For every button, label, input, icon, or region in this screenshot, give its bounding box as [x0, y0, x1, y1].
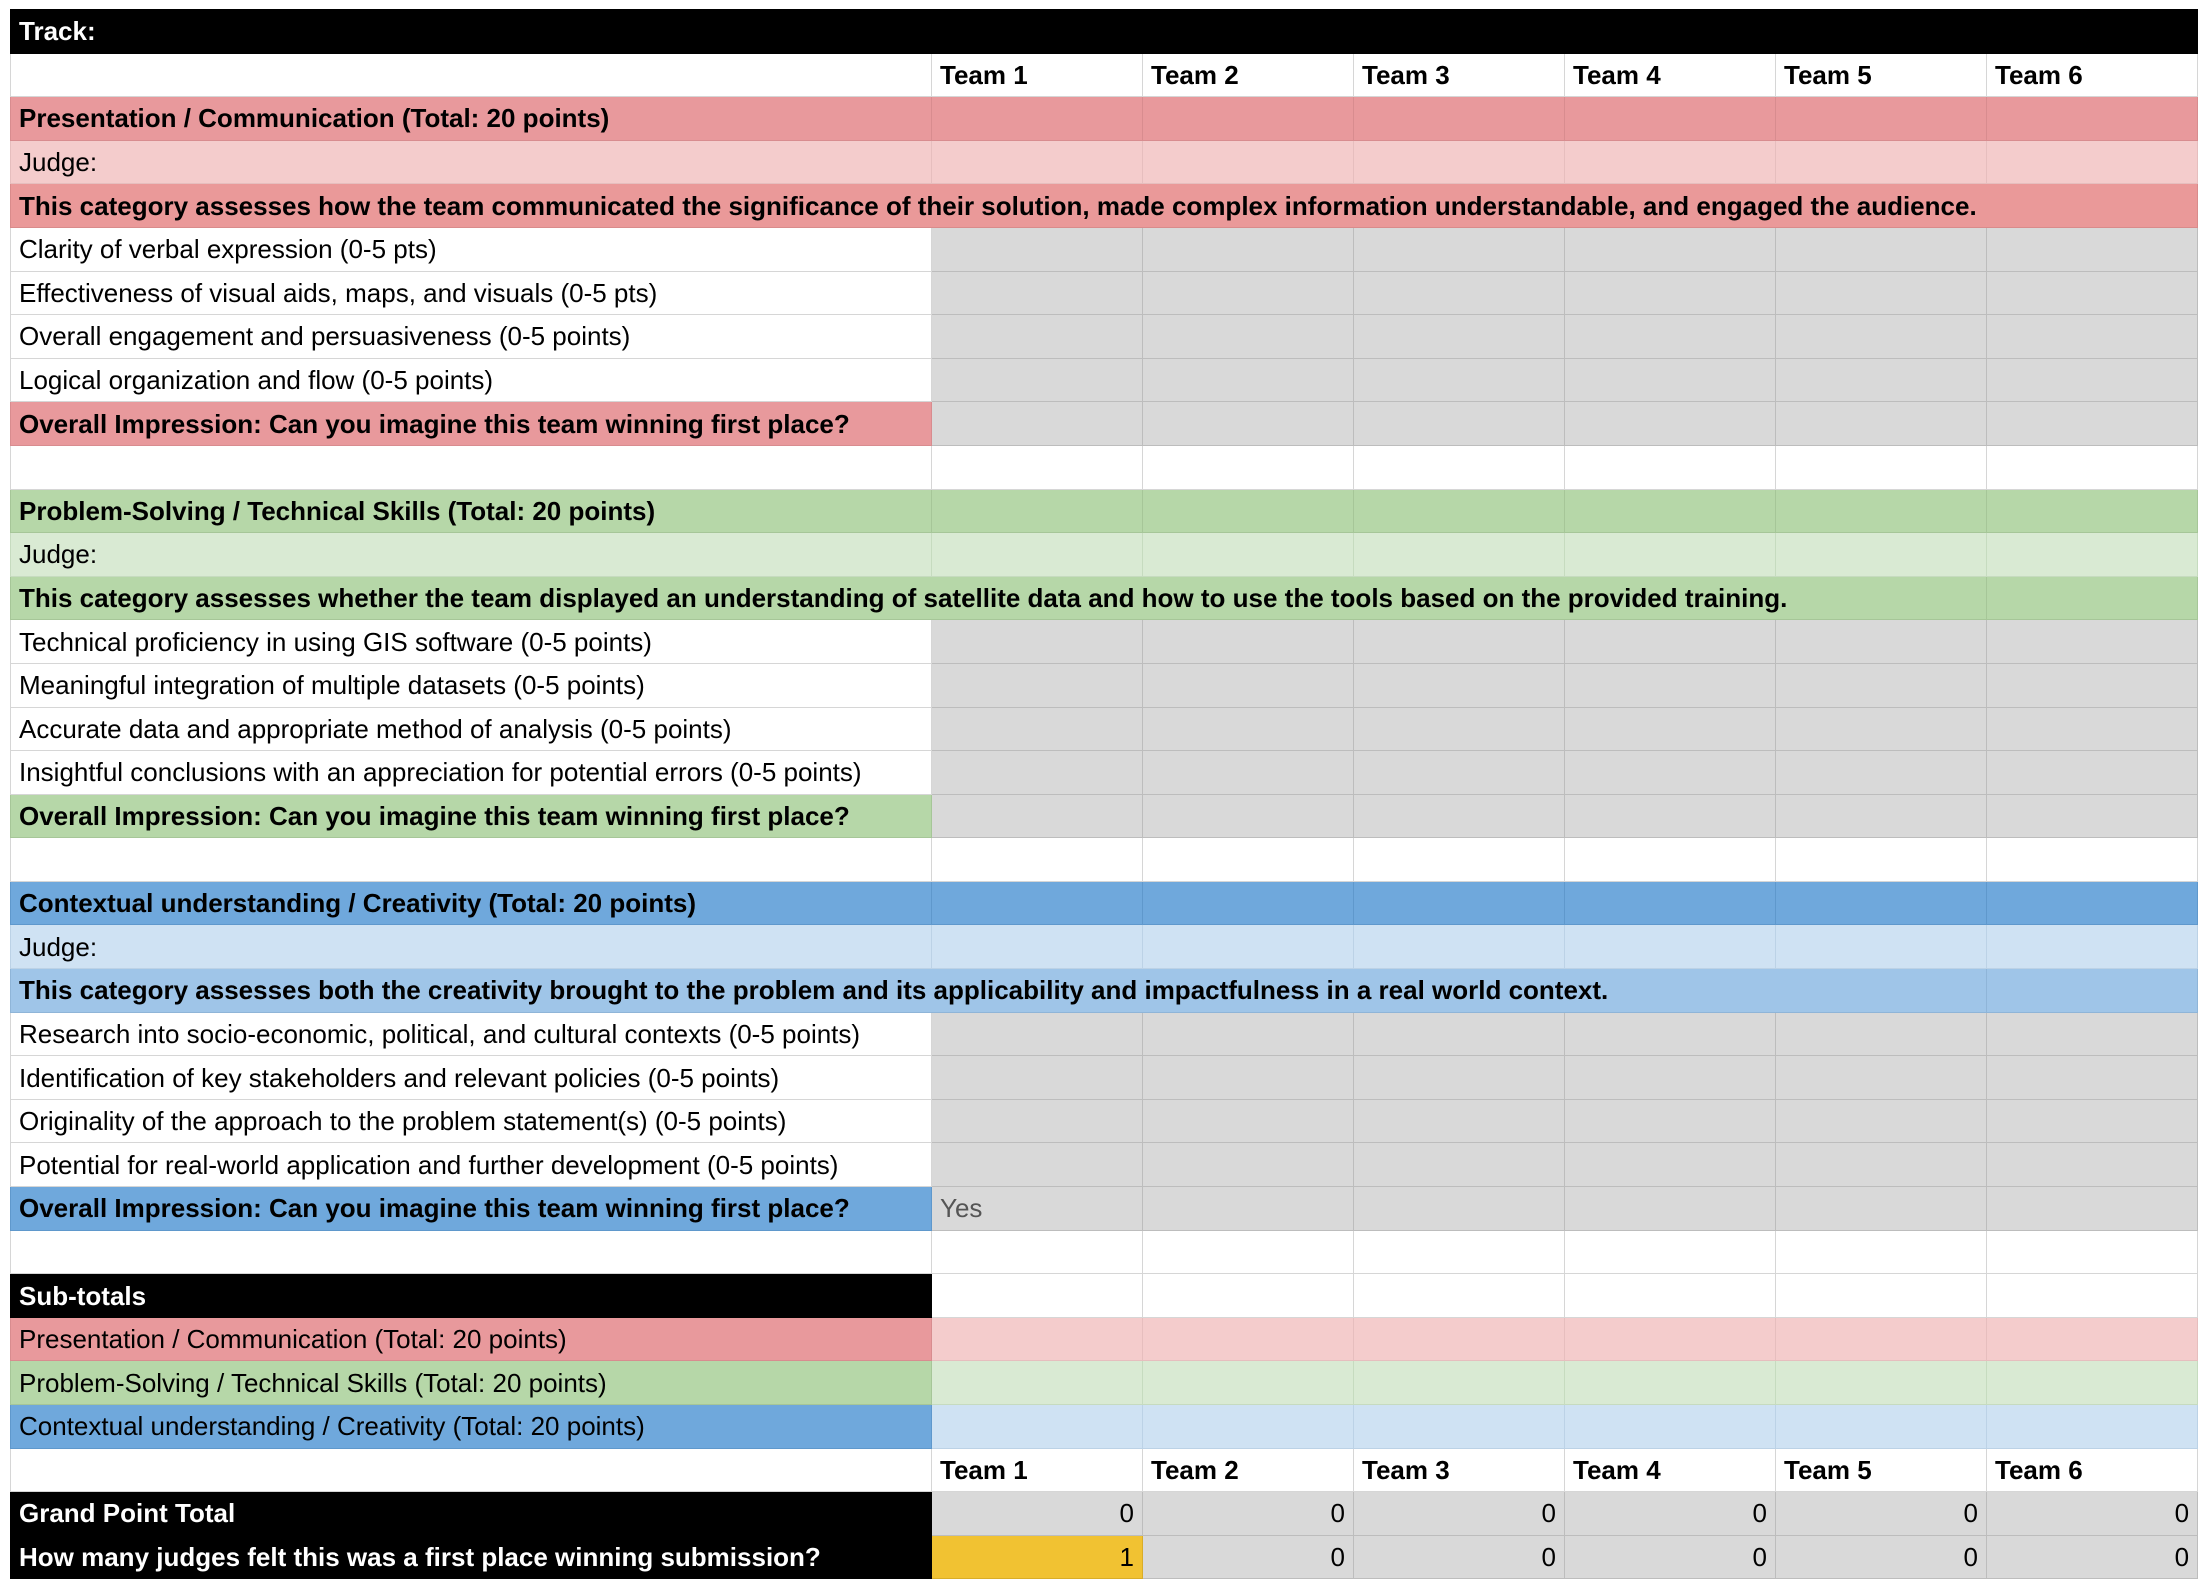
- empty-cell[interactable]: [1143, 1274, 1354, 1318]
- score-cell[interactable]: [1776, 620, 1987, 664]
- score-cell[interactable]: [1987, 620, 2198, 664]
- track-label[interactable]: Track:: [11, 10, 2198, 54]
- empty-cell[interactable]: [1565, 838, 1776, 882]
- grand-total-value[interactable]: 0: [1143, 1492, 1354, 1536]
- score-cell[interactable]: [1354, 707, 1565, 751]
- description-cell[interactable]: [1987, 576, 2198, 620]
- criterion-label[interactable]: Research into socio-economic, political, and cultural contexts (0-5 points): [11, 1012, 932, 1056]
- presentation-section-title[interactable]: Presentation / Communication (Total: 20 points): [11, 97, 932, 141]
- score-cell[interactable]: [1776, 1056, 1987, 1100]
- team-header-5[interactable]: Team 5: [1776, 53, 1987, 97]
- empty-cell[interactable]: [11, 445, 932, 489]
- score-cell[interactable]: [1143, 1099, 1354, 1143]
- criterion-row: [11, 1143, 2198, 1187]
- empty-cell[interactable]: [1143, 838, 1354, 882]
- score-cell[interactable]: [1354, 315, 1565, 359]
- score-cell[interactable]: [1776, 1099, 1987, 1143]
- score-cell[interactable]: [1987, 1012, 2198, 1056]
- overall-impression-label[interactable]: Overall Impression: Can you imagine this team winning first place?: [11, 402, 932, 446]
- empty-cell[interactable]: [1776, 445, 1987, 489]
- technical-description-row: [11, 576, 2198, 620]
- impression-cell[interactable]: [1354, 402, 1565, 446]
- empty-cell[interactable]: [1143, 445, 1354, 489]
- impression-cell[interactable]: [1354, 794, 1565, 838]
- section-title-cell[interactable]: [1987, 881, 2198, 925]
- judge-name-cell[interactable]: [1354, 140, 1565, 184]
- judging-spreadsheet: [10, 9, 2197, 1579]
- criterion-row: [11, 751, 2198, 795]
- technical-section-title[interactable]: Problem-Solving / Technical Skills (Total: 20 points): [11, 489, 932, 533]
- judge-name-cell[interactable]: [1143, 925, 1354, 969]
- criterion-label[interactable]: Identification of key stakeholders and relevant policies (0-5 points): [11, 1056, 932, 1100]
- score-cell[interactable]: [1987, 751, 2198, 795]
- impression-cell[interactable]: [1987, 402, 2198, 446]
- empty-cell[interactable]: [1354, 1274, 1565, 1318]
- score-cell[interactable]: [1354, 271, 1565, 315]
- criterion-row: [11, 315, 2198, 359]
- score-cell[interactable]: [1143, 1143, 1354, 1187]
- score-cell[interactable]: [1565, 1056, 1776, 1100]
- subtotal-cell[interactable]: [1987, 1405, 2198, 1449]
- score-cell[interactable]: [1776, 358, 1987, 402]
- creativity-section-title[interactable]: Contextual understanding / Creativity (Total: 20 points): [11, 881, 932, 925]
- grand-total-value[interactable]: 0: [932, 1492, 1143, 1536]
- subtotal-cell[interactable]: [1354, 1361, 1565, 1405]
- section-title-cell[interactable]: [1565, 489, 1776, 533]
- judge-label[interactable]: Judge:: [11, 533, 932, 577]
- score-cell[interactable]: [1987, 1056, 2198, 1100]
- impression-cell[interactable]: [1143, 402, 1354, 446]
- presentation-title-row: [11, 97, 2198, 141]
- score-cell[interactable]: [1143, 1012, 1354, 1056]
- score-cell[interactable]: [1987, 271, 2198, 315]
- section-title-cell[interactable]: [1987, 489, 2198, 533]
- judge-name-cell[interactable]: [1143, 533, 1354, 577]
- team-header-row: [11, 53, 2198, 97]
- score-cell[interactable]: [1565, 1143, 1776, 1187]
- section-title-cell[interactable]: [932, 97, 1143, 141]
- score-cell[interactable]: [932, 1143, 1143, 1187]
- score-cell[interactable]: [1143, 663, 1354, 707]
- score-cell[interactable]: [1987, 227, 2198, 271]
- scoring-table: [10, 9, 2198, 1579]
- score-cell[interactable]: [1565, 315, 1776, 359]
- first-place-votes-value[interactable]: 0: [1776, 1535, 1987, 1579]
- empty-cell[interactable]: [1987, 445, 2198, 489]
- judge-name-cell[interactable]: [1354, 925, 1565, 969]
- empty-cell[interactable]: [1776, 838, 1987, 882]
- header-blank-cell[interactable]: [11, 1448, 932, 1492]
- subtotal-cell[interactable]: [1143, 1361, 1354, 1405]
- section-title-cell[interactable]: [1776, 881, 1987, 925]
- team-header-3[interactable]: Team 3: [1354, 53, 1565, 97]
- score-cell[interactable]: [1987, 707, 2198, 751]
- criterion-row: [11, 227, 2198, 271]
- empty-cell[interactable]: [11, 1230, 932, 1274]
- subtotal-cell[interactable]: [1776, 1361, 1987, 1405]
- score-cell[interactable]: [1776, 1143, 1987, 1187]
- technical-title-row: [11, 489, 2198, 533]
- team-header-row-bottom: [11, 1448, 2198, 1492]
- first-place-votes-value[interactable]: 0: [1354, 1535, 1565, 1579]
- judge-name-cell[interactable]: [932, 533, 1143, 577]
- empty-cell[interactable]: [1776, 1230, 1987, 1274]
- impression-cell[interactable]: [1776, 402, 1987, 446]
- team-header-2[interactable]: Team 2: [1143, 1448, 1354, 1492]
- empty-cell[interactable]: [1565, 1230, 1776, 1274]
- score-cell[interactable]: [1565, 620, 1776, 664]
- score-cell[interactable]: [932, 663, 1143, 707]
- impression-cell[interactable]: [1143, 1187, 1354, 1231]
- empty-cell[interactable]: [932, 1230, 1143, 1274]
- creativity-subtotal-label[interactable]: Contextual understanding / Creativity (Total: 20 points): [11, 1405, 932, 1449]
- judge-name-cell[interactable]: [932, 140, 1143, 184]
- impression-cell[interactable]: [1354, 1187, 1565, 1231]
- presentation-judge-row: [11, 140, 2198, 184]
- empty-cell[interactable]: [11, 838, 932, 882]
- section-title-cell[interactable]: [1987, 97, 2198, 141]
- score-cell[interactable]: [932, 271, 1143, 315]
- score-cell[interactable]: [1565, 707, 1776, 751]
- score-cell[interactable]: [932, 227, 1143, 271]
- team-header-2[interactable]: Team 2: [1143, 53, 1354, 97]
- score-cell[interactable]: [1987, 663, 2198, 707]
- subtotal-cell[interactable]: [1776, 1405, 1987, 1449]
- score-cell[interactable]: [1143, 315, 1354, 359]
- score-cell[interactable]: [932, 358, 1143, 402]
- score-cell[interactable]: [1143, 358, 1354, 402]
- score-cell[interactable]: [932, 620, 1143, 664]
- empty-cell[interactable]: [1987, 1274, 2198, 1318]
- first-place-votes-value[interactable]: 1: [932, 1535, 1143, 1579]
- judge-name-cell[interactable]: [1776, 140, 1987, 184]
- score-cell[interactable]: [1143, 1056, 1354, 1100]
- judge-name-cell[interactable]: [1354, 533, 1565, 577]
- subtotal-cell[interactable]: [1354, 1317, 1565, 1361]
- technical-subtotal-row: [11, 1361, 2198, 1405]
- criterion-label[interactable]: Originality of the approach to the problem statement(s) (0-5 points): [11, 1099, 932, 1143]
- impression-cell[interactable]: [1987, 1187, 2198, 1231]
- team-header-4[interactable]: Team 4: [1565, 1448, 1776, 1492]
- overall-impression-label[interactable]: Overall Impression: Can you imagine this team winning first place?: [11, 794, 932, 838]
- section-title-cell[interactable]: [1776, 489, 1987, 533]
- header-blank-cell[interactable]: [11, 53, 932, 97]
- score-cell[interactable]: [1987, 1143, 2198, 1187]
- subtotal-cell[interactable]: [1143, 1317, 1354, 1361]
- team-header-1[interactable]: Team 1: [932, 53, 1143, 97]
- score-cell[interactable]: [1776, 271, 1987, 315]
- spacer-row: [11, 445, 2198, 489]
- empty-cell[interactable]: [1143, 1230, 1354, 1274]
- section-title-cell[interactable]: [1565, 881, 1776, 925]
- first-place-votes-value[interactable]: 0: [1987, 1535, 2198, 1579]
- grand-total-label[interactable]: Grand Point Total: [11, 1492, 932, 1536]
- grand-total-value[interactable]: 0: [1776, 1492, 1987, 1536]
- technical-impression-row: [11, 794, 2198, 838]
- creativity-impression-row: [11, 1187, 2198, 1231]
- score-cell[interactable]: [1354, 1143, 1565, 1187]
- score-cell[interactable]: [1143, 620, 1354, 664]
- score-cell[interactable]: [1987, 1099, 2198, 1143]
- score-cell[interactable]: [1776, 663, 1987, 707]
- team-header-3[interactable]: Team 3: [1354, 1448, 1565, 1492]
- team-header-5[interactable]: Team 5: [1776, 1448, 1987, 1492]
- criterion-label[interactable]: Effectiveness of visual aids, maps, and visuals (0-5 pts): [11, 271, 932, 315]
- judge-name-cell[interactable]: [1565, 533, 1776, 577]
- criterion-row: [11, 271, 2198, 315]
- creativity-subtotal-row: [11, 1405, 2198, 1449]
- grand-total-value[interactable]: 0: [1987, 1492, 2198, 1536]
- judge-name-cell[interactable]: [1565, 140, 1776, 184]
- first-place-votes-row: [11, 1535, 2198, 1579]
- section-title-cell[interactable]: [932, 881, 1143, 925]
- subtotal-cell[interactable]: [1354, 1405, 1565, 1449]
- section-title-cell[interactable]: [1354, 97, 1565, 141]
- section-title-cell[interactable]: [1354, 489, 1565, 533]
- first-place-votes-label[interactable]: How many judges felt this was a first place winning submission?: [11, 1535, 932, 1579]
- criterion-label[interactable]: Accurate data and appropriate method of analysis (0-5 points): [11, 707, 932, 751]
- technical-judge-row: [11, 533, 2198, 577]
- empty-cell[interactable]: [1354, 1230, 1565, 1274]
- score-cell[interactable]: [932, 315, 1143, 359]
- score-cell[interactable]: [1143, 707, 1354, 751]
- team-header-6[interactable]: Team 6: [1987, 53, 2198, 97]
- team-header-4[interactable]: Team 4: [1565, 53, 1776, 97]
- score-cell[interactable]: [1354, 1099, 1565, 1143]
- score-cell[interactable]: [1565, 271, 1776, 315]
- judge-name-cell[interactable]: [1776, 925, 1987, 969]
- subtotal-cell[interactable]: [932, 1317, 1143, 1361]
- judge-label[interactable]: Judge:: [11, 925, 932, 969]
- empty-cell[interactable]: [1354, 838, 1565, 882]
- first-place-votes-value[interactable]: 0: [1143, 1535, 1354, 1579]
- presentation-subtotal-row: [11, 1317, 2198, 1361]
- score-cell[interactable]: [1354, 1056, 1565, 1100]
- creativity-judge-row: [11, 925, 2198, 969]
- score-cell[interactable]: [1776, 227, 1987, 271]
- impression-cell[interactable]: [932, 794, 1143, 838]
- criterion-label[interactable]: Technical proficiency in using GIS software (0-5 points): [11, 620, 932, 664]
- empty-cell[interactable]: [1987, 1230, 2198, 1274]
- criterion-row: [11, 707, 2198, 751]
- judge-name-cell[interactable]: [1143, 140, 1354, 184]
- score-cell[interactable]: [1354, 227, 1565, 271]
- section-title-cell[interactable]: [932, 489, 1143, 533]
- subtotal-cell[interactable]: [932, 1361, 1143, 1405]
- criterion-label[interactable]: Clarity of verbal expression (0-5 pts): [11, 227, 932, 271]
- impression-cell[interactable]: [1565, 1187, 1776, 1231]
- score-cell[interactable]: [1776, 751, 1987, 795]
- creativity-title-row: [11, 881, 2198, 925]
- subtotal-cell[interactable]: [1776, 1317, 1987, 1361]
- section-title-cell[interactable]: [1354, 881, 1565, 925]
- criterion-row: [11, 358, 2198, 402]
- score-cell[interactable]: [1354, 620, 1565, 664]
- grand-total-value[interactable]: 0: [1565, 1492, 1776, 1536]
- presentation-description[interactable]: This category assesses how the team communicated the significance of their solution, made complex information understandable, and engaged the audience.: [11, 184, 2198, 228]
- empty-cell[interactable]: [1776, 1274, 1987, 1318]
- score-cell[interactable]: [1987, 358, 2198, 402]
- impression-cell[interactable]: [1776, 794, 1987, 838]
- score-cell[interactable]: [1354, 358, 1565, 402]
- score-cell[interactable]: [1565, 663, 1776, 707]
- impression-cell[interactable]: [1776, 1187, 1987, 1231]
- section-title-cell[interactable]: [1143, 489, 1354, 533]
- score-cell[interactable]: [1354, 663, 1565, 707]
- subtotal-cell[interactable]: [932, 1405, 1143, 1449]
- first-place-votes-value[interactable]: 0: [1565, 1535, 1776, 1579]
- spacer-row: [11, 1230, 2198, 1274]
- subtotal-cell[interactable]: [1565, 1317, 1776, 1361]
- criterion-row: [11, 1056, 2198, 1100]
- impression-cell[interactable]: [1565, 794, 1776, 838]
- impression-cell[interactable]: Yes: [932, 1187, 1143, 1231]
- subtotal-cell[interactable]: [1565, 1405, 1776, 1449]
- empty-cell[interactable]: [1354, 445, 1565, 489]
- judge-name-cell[interactable]: [1987, 533, 2198, 577]
- score-cell[interactable]: [1776, 1012, 1987, 1056]
- judge-name-cell[interactable]: [1987, 925, 2198, 969]
- impression-cell[interactable]: [1143, 794, 1354, 838]
- section-title-cell[interactable]: [1143, 881, 1354, 925]
- score-cell[interactable]: [1565, 1012, 1776, 1056]
- score-cell[interactable]: [1354, 1012, 1565, 1056]
- judge-name-cell[interactable]: [1776, 533, 1987, 577]
- score-cell[interactable]: [1565, 227, 1776, 271]
- track-row: [11, 10, 2198, 54]
- score-cell[interactable]: [1354, 751, 1565, 795]
- impression-cell[interactable]: [1987, 794, 2198, 838]
- score-cell[interactable]: [1776, 315, 1987, 359]
- subtotal-cell[interactable]: [1143, 1405, 1354, 1449]
- judge-name-cell[interactable]: [932, 925, 1143, 969]
- empty-cell[interactable]: [1565, 1274, 1776, 1318]
- criterion-row: [11, 663, 2198, 707]
- section-title-cell[interactable]: [1776, 97, 1987, 141]
- judge-name-cell[interactable]: [1565, 925, 1776, 969]
- score-cell[interactable]: [1565, 358, 1776, 402]
- criterion-row: [11, 1012, 2198, 1056]
- grand-total-row: [11, 1492, 2198, 1536]
- score-cell[interactable]: [1565, 1099, 1776, 1143]
- subtotal-cell[interactable]: [1987, 1317, 2198, 1361]
- empty-cell[interactable]: [1565, 445, 1776, 489]
- creativity-description[interactable]: This category assesses both the creativity brought to the problem and its applicability and impactfulness in a real world context.: [11, 969, 1987, 1013]
- technical-subtotal-label[interactable]: Problem-Solving / Technical Skills (Total: 20 points): [11, 1361, 932, 1405]
- subtotal-cell[interactable]: [1565, 1361, 1776, 1405]
- empty-cell[interactable]: [1987, 838, 2198, 882]
- score-cell[interactable]: [1776, 707, 1987, 751]
- score-cell[interactable]: [1565, 751, 1776, 795]
- impression-cell[interactable]: [932, 402, 1143, 446]
- technical-description[interactable]: This category assesses whether the team displayed an understanding of satellite data and how to use the tools based on the provided training.: [11, 576, 1987, 620]
- impression-cell[interactable]: [1565, 402, 1776, 446]
- subtotals-header-row: [11, 1274, 2198, 1318]
- section-title-cell[interactable]: [1143, 97, 1354, 141]
- criterion-row: [11, 620, 2198, 664]
- presentation-impression-row: [11, 402, 2198, 446]
- subtotals-header[interactable]: Sub-totals: [11, 1274, 932, 1318]
- empty-cell[interactable]: [932, 1274, 1143, 1318]
- score-cell[interactable]: [932, 1099, 1143, 1143]
- spacer-row: [11, 838, 2198, 882]
- section-title-cell[interactable]: [1565, 97, 1776, 141]
- description-cell[interactable]: [1987, 969, 2198, 1013]
- judge-label[interactable]: Judge:: [11, 140, 932, 184]
- score-cell[interactable]: [932, 1012, 1143, 1056]
- score-cell[interactable]: [932, 707, 1143, 751]
- grand-total-value[interactable]: 0: [1354, 1492, 1565, 1536]
- score-cell[interactable]: [932, 1056, 1143, 1100]
- presentation-subtotal-label[interactable]: Presentation / Communication (Total: 20 points): [11, 1317, 932, 1361]
- criterion-label[interactable]: Logical organization and flow (0-5 points): [11, 358, 932, 402]
- team-header-1[interactable]: Team 1: [932, 1448, 1143, 1492]
- judge-name-cell[interactable]: [1987, 140, 2198, 184]
- score-cell[interactable]: [932, 751, 1143, 795]
- criterion-label[interactable]: Meaningful integration of multiple datasets (0-5 points): [11, 663, 932, 707]
- score-cell[interactable]: [1987, 315, 2198, 359]
- score-cell[interactable]: [1143, 271, 1354, 315]
- creativity-description-row: [11, 969, 2198, 1013]
- overall-impression-label[interactable]: Overall Impression: Can you imagine this team winning first place?: [11, 1187, 932, 1231]
- criterion-label[interactable]: Insightful conclusions with an appreciation for potential errors (0-5 points): [11, 751, 932, 795]
- presentation-description-row: [11, 184, 2198, 228]
- criterion-row: [11, 1099, 2198, 1143]
- empty-cell[interactable]: [932, 838, 1143, 882]
- subtotal-cell[interactable]: [1987, 1361, 2198, 1405]
- criterion-label[interactable]: Overall engagement and persuasiveness (0-5 points): [11, 315, 932, 359]
- score-cell[interactable]: [1143, 751, 1354, 795]
- team-header-6[interactable]: Team 6: [1987, 1448, 2198, 1492]
- empty-cell[interactable]: [932, 445, 1143, 489]
- score-cell[interactable]: [1143, 227, 1354, 271]
- criterion-label[interactable]: Potential for real-world application and further development (0-5 points): [11, 1143, 932, 1187]
